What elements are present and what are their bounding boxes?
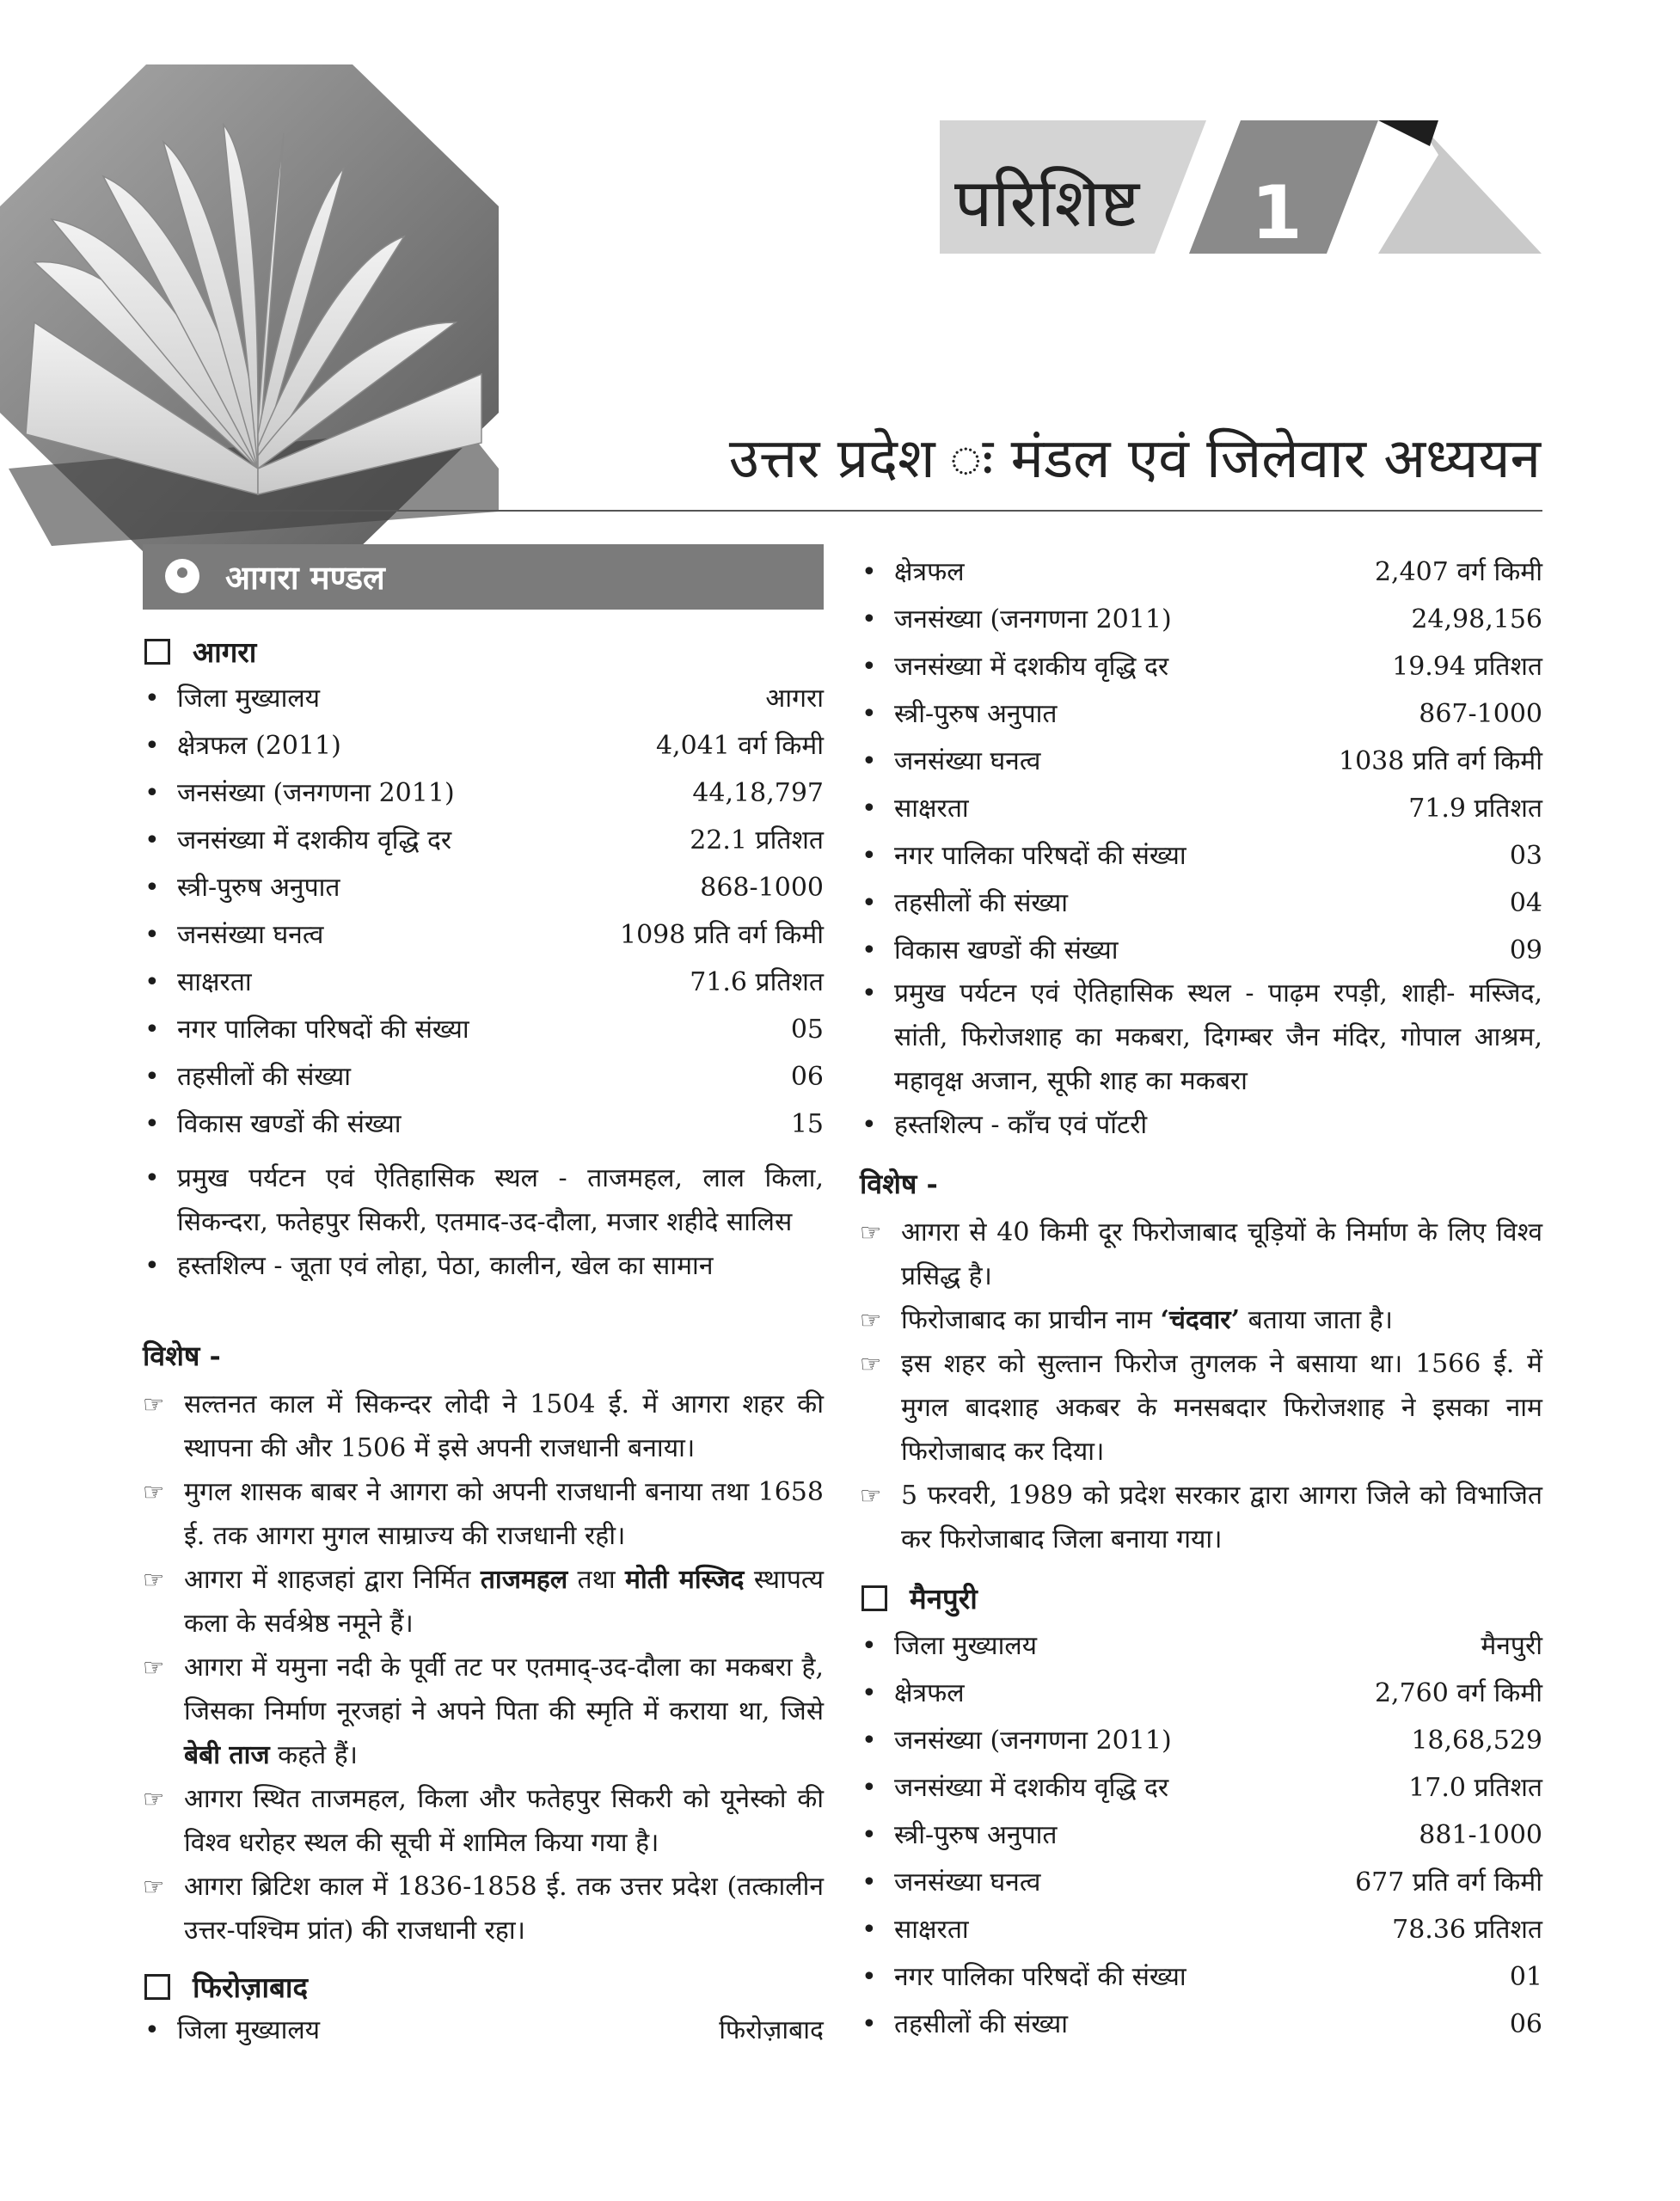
stat-value: 1098 प्रति वर्ग किमी <box>620 920 824 950</box>
bullet-icon: • <box>144 1163 160 1193</box>
stat-row <box>860 555 1542 595</box>
stat-value: 24,98,156 <box>1411 604 1542 635</box>
stat-row <box>860 934 1542 973</box>
bullet-icon: • <box>861 1962 877 1992</box>
pointing-hand-icon: ☞ <box>860 1306 882 1334</box>
stat-row <box>143 729 824 769</box>
stat-row <box>143 776 824 816</box>
bullet-icon: • <box>861 794 877 824</box>
stat-value: मैनपुरी <box>1481 1631 1542 1661</box>
stat-row <box>860 603 1542 642</box>
stat-label: जनसंख्या में दशकीय वृद्धि दर <box>177 825 452 855</box>
stat-label: जनसंख्या घनत्व <box>894 746 1041 776</box>
title-divider <box>138 510 1542 512</box>
stat-label: जनसंख्या में दशकीय वृद्धि दर <box>894 652 1169 682</box>
district-heading-mainpuri: मैनपुरी <box>861 1579 978 1617</box>
stat-row <box>860 1818 1542 1858</box>
bold-term: बेबी ताज <box>184 1740 270 1770</box>
stat-row <box>860 1960 1542 2000</box>
stat-label: स्त्री-पुरुष अनुपात <box>894 699 1058 729</box>
division-banner <box>143 544 824 610</box>
pointing-hand-icon: ☞ <box>860 1218 882 1247</box>
stat-value: 881-1000 <box>1419 1820 1542 1850</box>
stat-row <box>860 745 1542 784</box>
bullet-icon: • <box>144 825 160 855</box>
stat-value: 01 <box>1509 1962 1542 1992</box>
bullet-icon: • <box>144 778 160 808</box>
location-pin-icon <box>165 559 199 593</box>
bullet-icon: • <box>861 699 877 729</box>
bullet-icon: • <box>144 873 160 903</box>
firozabad-note: ☞ आगरा से 40 किमी दूर फिरोजाबाद चूड़ियों के निर्माण के लिए विश्व प्रसिद्ध है। <box>860 1211 1542 1298</box>
pointing-hand-icon: ☞ <box>143 1785 165 1813</box>
bullet-icon: • <box>861 1867 877 1898</box>
stat-label: स्त्री-पुरुष अनुपात <box>177 873 340 903</box>
stat-value: 04 <box>1509 888 1542 918</box>
stat-value: 03 <box>1509 841 1542 871</box>
bullet-icon: • <box>144 1062 160 1092</box>
pointing-hand-icon: ☞ <box>860 1350 882 1378</box>
bullet-icon: • <box>861 2009 877 2039</box>
stat-label: क्षेत्रफल <box>894 1678 965 1708</box>
stat-label: क्षेत्रफल (2011) <box>177 731 341 761</box>
stat-value: 71.6 प्रतिशत <box>690 967 824 997</box>
bullet-icon: • <box>861 1110 877 1140</box>
stat-label: जिला मुख्यालय <box>177 2015 321 2045</box>
agra-note: ☞ सल्तनत काल में सिकन्दर लोदी ने 1504 ई. में आगरा शहर की स्थापना की और 1506 में इसे अपनी राजधानी बनाया। <box>143 1383 824 1470</box>
stat-value: 868-1000 <box>700 873 824 903</box>
pointing-hand-icon: ☞ <box>143 1653 165 1682</box>
stat-label: साक्षरता <box>177 967 252 997</box>
stat-label: जनसंख्या घनत्व <box>894 1867 1041 1898</box>
bold-term: ‘चंदवार’ <box>1160 1305 1241 1335</box>
district-heading-firozabad: फिरोज़ाबाद <box>144 1967 308 2006</box>
stat-value: 22.1 प्रतिशत <box>690 825 824 855</box>
stat-row <box>860 1677 1542 1716</box>
stat-label: जनसंख्या में दशकीय वृद्धि दर <box>894 1773 1169 1803</box>
stat-row <box>860 839 1542 879</box>
agra-note: ☞ आगरा ब्रिटिश काल में 1836-1858 ई. तक उत्तर प्रदेश (तत्कालीन उत्तर-पश्चिम प्रांत) की राजधानी रहा। <box>143 1865 824 1953</box>
pointing-hand-icon: ☞ <box>143 1873 165 1901</box>
page-title: उत्तर प्रदेश ः मंडल एवं जिलेवार अध्ययन <box>728 427 1541 491</box>
stat-value: फिरोज़ाबाद <box>719 2015 824 2045</box>
stat-value: 2,760 वर्ग किमी <box>1374 1678 1542 1708</box>
agra-note: ☞ आगरा में यमुना नदी के पूर्वी तट पर एतमाद्-उद-दौला का मकबरा है, जिसका निर्माण नूरजहां ने अपने पिता की स्मृति में कराया था, जिसे बेबी ताज कहते हैं। <box>143 1646 824 1777</box>
stat-value: 17.0 प्रतिशत <box>1408 1773 1542 1803</box>
stat-label: तहसीलों की संख्या <box>894 888 1069 918</box>
stat-row <box>860 1771 1542 1811</box>
stat-label: तहसीलों की संख्या <box>177 1062 352 1092</box>
stat-row <box>143 2014 824 2053</box>
firozabad-note: ☞ इस शहर को सुल्तान फिरोज तुगलक ने बसाया था। 1566 ई. में मुगल बादशाह अकबर के मनसबदार फिरोजशाह ने इसका नाम फिरोजाबाद कर दिया। <box>860 1342 1542 1474</box>
stat-row <box>143 871 824 910</box>
stat-value: 1038 प्रति वर्ग किमी <box>1339 746 1542 776</box>
bullet-icon: • <box>144 731 160 761</box>
stat-value: 4,041 वर्ग किमी <box>655 731 824 761</box>
stat-value: 677 प्रति वर्ग किमी <box>1355 1867 1542 1898</box>
bold-term: मोती मस्जिद <box>625 1565 745 1595</box>
stat-row <box>860 1913 1542 1953</box>
pointing-hand-icon: ☞ <box>143 1390 165 1419</box>
bullet-icon: • <box>861 841 877 871</box>
stat-row <box>143 824 824 863</box>
stat-label: विकास खण्डों की संख्या <box>894 935 1119 966</box>
stat-value: 19.94 प्रतिशत <box>1392 652 1542 682</box>
stat-label: नगर पालिका परिषदों की संख्या <box>894 1962 1186 1992</box>
bullet-icon: • <box>861 557 877 587</box>
stat-label: नगर पालिका परिषदों की संख्या <box>177 1015 469 1045</box>
stat-row <box>860 650 1542 690</box>
stat-row <box>143 1013 824 1052</box>
stat-row <box>860 697 1542 737</box>
stat-value: 09 <box>1509 935 1542 966</box>
appendix-number: 1 <box>1251 170 1303 256</box>
stat-row <box>860 2008 1542 2047</box>
division-title: आगरा मण्डल <box>225 559 385 597</box>
stat-label: जिला मुख्यालय <box>894 1631 1038 1661</box>
stat-row <box>143 918 824 958</box>
stat-value: 71.9 प्रतिशत <box>1408 794 1542 824</box>
bold-term: ताजमहल <box>480 1565 568 1595</box>
stat-row <box>143 682 824 721</box>
stat-row <box>860 1629 1542 1669</box>
firozabad-note: ☞ 5 फरवरी, 1989 को प्रदेश सरकार द्वारा आगरा जिले को विभाजित कर फिरोजाबाद जिला बनाया गया। <box>860 1474 1542 1561</box>
stat-label: जनसंख्या (जनगणना 2011) <box>894 1726 1172 1756</box>
stat-row <box>860 1724 1542 1763</box>
agra-tourism-item: • प्रमुख पर्यटन एवं ऐतिहासिक स्थल - ताजमहल, लाल किला, सिकन्दरा, फतेहपुर सिकरी, एतमाद-उद-दौला, मजार शहीदे सालिस <box>143 1156 824 1244</box>
pointing-hand-icon: ☞ <box>143 1566 165 1594</box>
stat-row <box>860 1866 1542 1905</box>
bullet-icon: • <box>861 1915 877 1945</box>
bullet-icon: • <box>144 1015 160 1045</box>
stat-row <box>860 792 1542 831</box>
bullet-icon: • <box>144 920 160 950</box>
stat-value: आगरा <box>765 684 824 714</box>
stat-value: 2,407 वर्ग किमी <box>1374 557 1542 587</box>
open-book-image <box>0 64 499 555</box>
pointing-hand-icon: ☞ <box>860 1481 882 1510</box>
district-heading-agra: आगरा <box>144 632 256 671</box>
stat-label: साक्षरता <box>894 1915 969 1945</box>
stat-row <box>860 886 1542 926</box>
bullet-icon: • <box>144 967 160 997</box>
stat-value: 15 <box>790 1109 824 1139</box>
stat-value: 06 <box>1509 2009 1542 2039</box>
stat-label: जनसंख्या (जनगणना 2011) <box>894 604 1172 635</box>
firozabad-note: ☞ फिरोजाबाद का प्राचीन नाम ‘चंदवार’ बताया जाता है। <box>860 1298 1542 1342</box>
agra-special-heading: विशेष - <box>143 1340 221 1372</box>
stat-row <box>143 1060 824 1100</box>
stat-value: 05 <box>790 1015 824 1045</box>
stat-label: तहसीलों की संख्या <box>894 2009 1069 2039</box>
stat-label: विकास खण्डों की संख्या <box>177 1109 402 1139</box>
bullet-icon: • <box>861 1820 877 1850</box>
bullet-icon: • <box>861 1678 877 1708</box>
pointing-hand-icon: ☞ <box>143 1478 165 1506</box>
bullet-icon: • <box>861 746 877 776</box>
agra-crafts-item: • हस्तशिल्प - जूता एवं लोहा, पेठा, कालीन, खेल का सामान <box>143 1244 824 1288</box>
checkbox-square-icon <box>144 1974 170 2000</box>
bullet-icon: • <box>861 1631 877 1661</box>
stat-value: 06 <box>790 1062 824 1092</box>
firozabad-tourism-item: • प्रमुख पर्यटन एवं ऐतिहासिक स्थल - पाढ़म रपड़ी, शाही- मस्जिद, सांती, फिरोजशाह का मकबरा, दिगम्बर जैन मंदिर, गोपाल आश्रम, महावृक्ष अजान, सूफी शाह का मकबरा <box>860 972 1542 1103</box>
checkbox-square-icon <box>861 1585 887 1611</box>
agra-note: ☞ आगरा में शाहजहां द्वारा निर्मित ताजमहल तथा मोती मस्जिद स्थापत्य कला के सर्वश्रेष्ठ नमूने हैं। <box>143 1558 824 1646</box>
bullet-icon: • <box>861 888 877 918</box>
stat-label: जनसंख्या (जनगणना 2011) <box>177 778 455 808</box>
checkbox-square-icon <box>144 639 170 665</box>
bullet-icon: • <box>861 978 877 1009</box>
stat-label: क्षेत्रफल <box>894 557 965 587</box>
stat-label: स्त्री-पुरुष अनुपात <box>894 1820 1058 1850</box>
stat-value: 18,68,529 <box>1411 1726 1542 1756</box>
stat-label: जनसंख्या घनत्व <box>177 920 324 950</box>
bullet-icon: • <box>861 935 877 966</box>
bullet-icon: • <box>144 2015 160 2045</box>
bullet-icon: • <box>144 684 160 714</box>
stat-label: नगर पालिका परिषदों की संख्या <box>894 841 1186 871</box>
bullet-icon: • <box>144 1109 160 1139</box>
stat-value: 44,18,797 <box>692 778 824 808</box>
agra-note: ☞ मुगल शासक बाबर ने आगरा को अपनी राजधानी बनाया तथा 1658 ई. तक आगरा मुगल साम्राज्य की राजधानी रही। <box>143 1470 824 1558</box>
bullet-icon: • <box>861 1726 877 1756</box>
bullet-icon: • <box>144 1251 160 1281</box>
stat-value: 78.36 प्रतिशत <box>1392 1915 1542 1945</box>
bullet-icon: • <box>861 604 877 635</box>
firozabad-special-heading: विशेष - <box>860 1168 938 1200</box>
agra-note: ☞ आगरा स्थित ताजमहल, किला और फतेहपुर सिकरी को यूनेस्को की विश्व धरोहर स्थल की सूची में शामिल किया गया है। <box>143 1777 824 1865</box>
stat-row <box>143 966 824 1005</box>
appendix-label: परिशिष्ट <box>954 165 1140 242</box>
firozabad-crafts-item: • हस्तशिल्प - काँच एवं पॉटरी <box>860 1103 1542 1147</box>
bullet-icon: • <box>861 652 877 682</box>
stat-label: साक्षरता <box>894 794 969 824</box>
stat-value: 867-1000 <box>1419 699 1542 729</box>
stat-label: जिला मुख्यालय <box>177 684 321 714</box>
stat-row <box>143 1107 824 1147</box>
bullet-icon: • <box>861 1773 877 1803</box>
